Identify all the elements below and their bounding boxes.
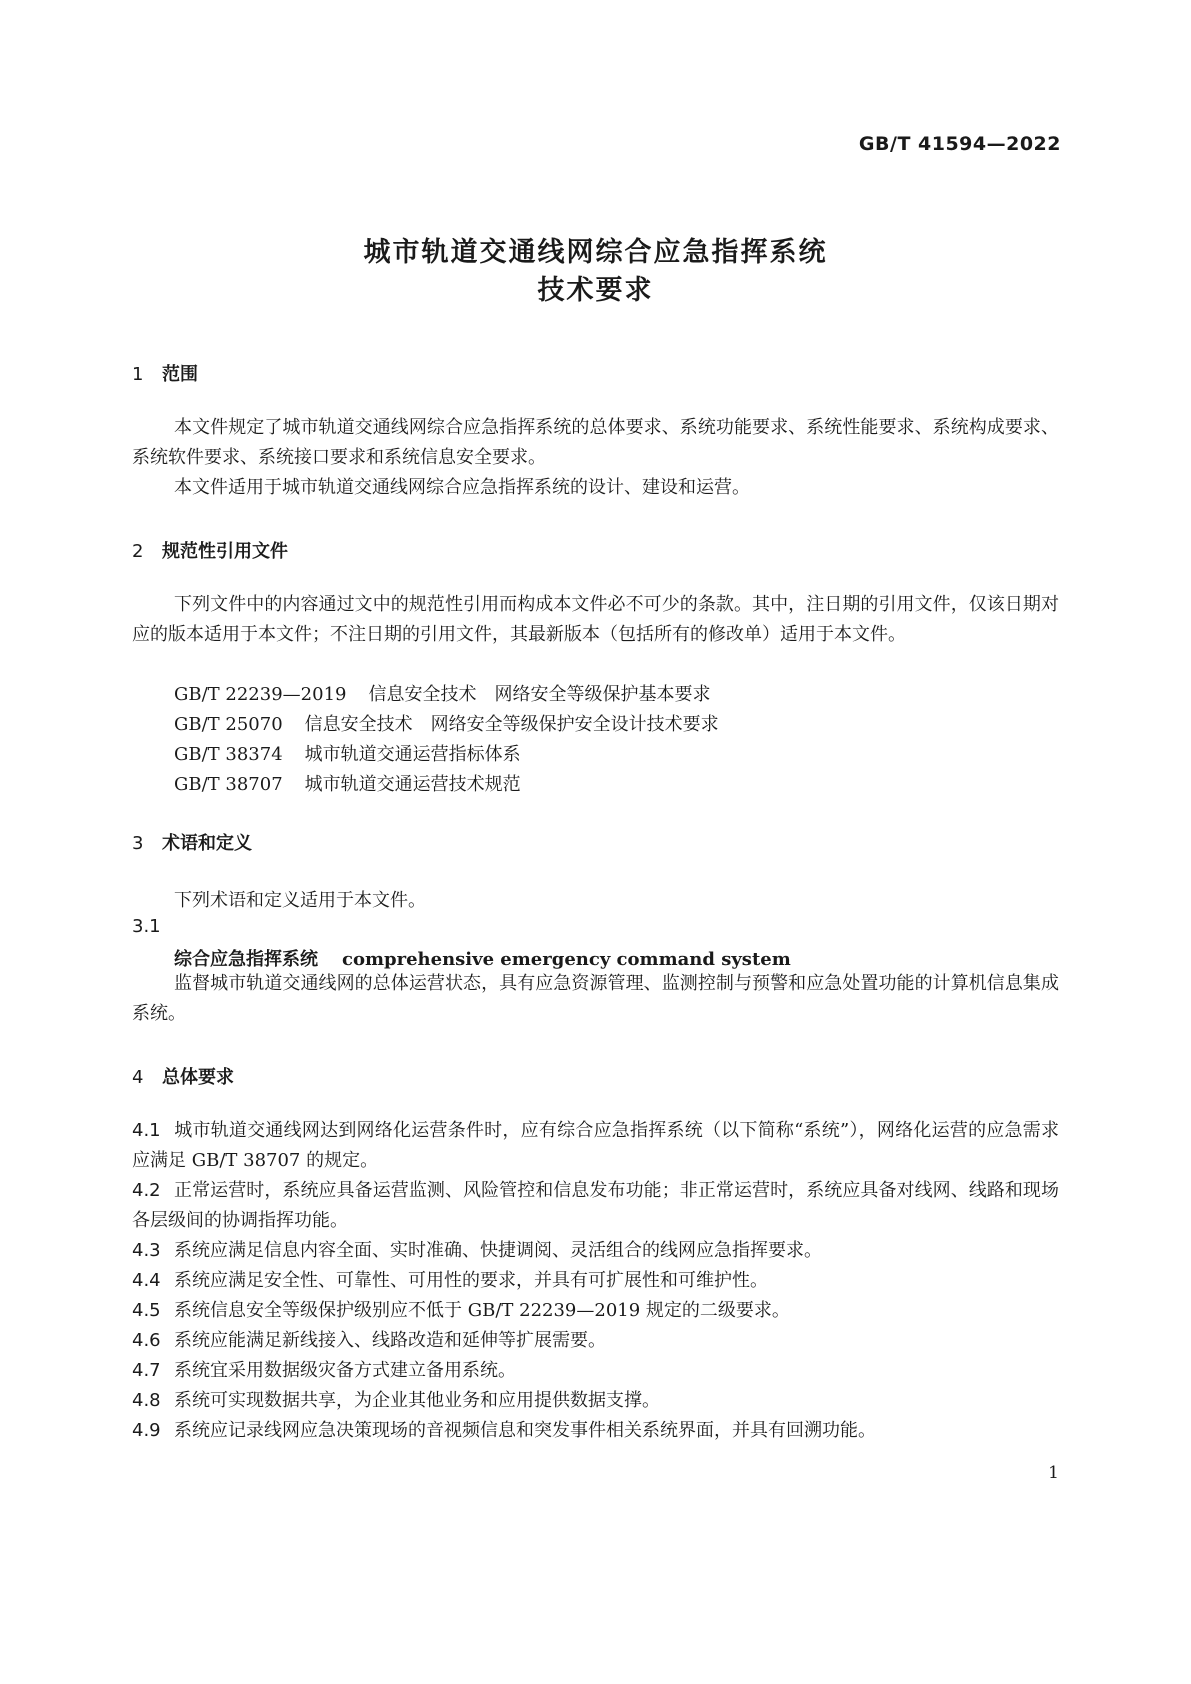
paragraph-text: 本文件规定了城市轨道交通线网综合应急指挥系统的总体要求、系统功能要求、系统性能要求、系统构成要求、系统软件要求、系统接口要求和系统信息安全要求。 xyxy=(132,417,1059,468)
section-title: 术语和定义 xyxy=(162,833,252,854)
requirement-text: 系统应记录线网应急决策现场的音视频信息和突发事件相关系统界面，并具有回溯功能。 xyxy=(174,1420,876,1441)
reference-title: 信息安全技术 xyxy=(304,714,413,735)
reference-subtitle: 网络安全等级保护基本要求 xyxy=(494,684,711,705)
section-number: 3 xyxy=(132,833,144,854)
requirement-item xyxy=(132,1386,1059,1416)
section-1-heading xyxy=(132,360,198,386)
section-1-paragraph-1 xyxy=(132,413,1059,473)
requirement-text: 系统应能满足新线接入、线路改造和延伸等扩展需要。 xyxy=(174,1330,606,1351)
term-chinese: 综合应急指挥系统 xyxy=(174,949,318,970)
section-title: 规范性引用文件 xyxy=(162,541,288,562)
requirement-item xyxy=(132,1356,1059,1386)
requirement-item xyxy=(132,1326,1059,1356)
requirement-item xyxy=(132,1296,1059,1326)
reference-item xyxy=(174,770,521,796)
paragraph-text: 本文件适用于城市轨道交通线网综合应急指挥系统的设计、建设和运营。 xyxy=(174,477,750,498)
requirement-number: 4.1 xyxy=(132,1120,161,1141)
section-3-heading xyxy=(132,829,252,855)
requirement-number: 4.5 xyxy=(132,1300,161,1321)
reference-code: GB/T 38374 xyxy=(174,744,283,765)
page-number: 1 xyxy=(1048,1463,1059,1483)
requirement-text: 系统可实现数据共享，为企业其他业务和应用提供数据支撑。 xyxy=(174,1390,660,1411)
requirement-number: 4.4 xyxy=(132,1270,161,1291)
section-1-paragraph-2 xyxy=(132,473,1059,503)
reference-subtitle: 网络安全等级保护安全设计技术要求 xyxy=(430,714,719,735)
document-number: GB/T 41594—2022 xyxy=(858,133,1061,155)
requirement-item xyxy=(132,1236,1059,1266)
reference-code: GB/T 22239—2019 xyxy=(174,684,347,705)
term-name xyxy=(174,945,791,971)
requirement-item xyxy=(132,1116,1059,1176)
term-number: 3.1 xyxy=(132,916,161,937)
requirement-number: 4.7 xyxy=(132,1360,161,1381)
requirement-number: 4.2 xyxy=(132,1180,161,1201)
section-number: 1 xyxy=(132,364,144,385)
section-4-heading xyxy=(132,1063,234,1089)
section-2-intro xyxy=(132,590,1059,650)
paragraph-text: 监督城市轨道交通线网的总体运营状态，具有应急资源管理、监测控制与预警和应急处置功能的计算机信息集成系统。 xyxy=(132,973,1059,1024)
requirement-item xyxy=(132,1266,1059,1296)
term-english: comprehensive emergency command system xyxy=(342,949,791,970)
reference-title: 城市轨道交通运营指标体系 xyxy=(304,744,521,765)
section-title: 总体要求 xyxy=(162,1067,234,1088)
requirement-item xyxy=(132,1176,1059,1236)
document-title-line2: 技术要求 xyxy=(537,275,654,306)
term-definition xyxy=(132,969,1059,1029)
requirement-text: 城市轨道交通线网达到网络化运营条件时，应有综合应急指挥系统（以下简称“系统”），网络化运营的应急需求应满足 GB/T 38707 的规定。 xyxy=(132,1120,1059,1171)
reference-item xyxy=(174,740,521,766)
section-title: 范围 xyxy=(162,364,198,385)
requirement-text: 系统宜采用数据级灾备方式建立备用系统。 xyxy=(174,1360,516,1381)
reference-title: 城市轨道交通运营技术规范 xyxy=(304,774,521,795)
section-2-heading xyxy=(132,537,288,563)
reference-code: GB/T 25070 xyxy=(174,714,283,735)
requirement-number: 4.8 xyxy=(132,1390,161,1411)
requirement-number: 4.9 xyxy=(132,1420,161,1441)
section-3-intro: 下列术语和定义适用于本文件。 xyxy=(174,890,426,911)
reference-title: 信息安全技术 xyxy=(368,684,477,705)
reference-item xyxy=(174,710,719,736)
section-number: 4 xyxy=(132,1067,144,1088)
requirement-text: 系统信息安全等级保护级别应不低于 GB/T 22239—2019 规定的二级要求。 xyxy=(174,1300,790,1321)
document-title-line1: 城市轨道交通线网综合应急指挥系统 xyxy=(363,237,828,268)
reference-item xyxy=(174,680,710,706)
section-number: 2 xyxy=(132,541,144,562)
paragraph-text: 下列文件中的内容通过文中的规范性引用而构成本文件必不可少的条款。其中，注日期的引用文件，仅该日期对应的版本适用于本文件；不注日期的引用文件，其最新版本（包括所有的修改单）适用于本文件。 xyxy=(132,594,1059,645)
requirement-item xyxy=(132,1416,1059,1446)
requirement-text: 系统应满足信息内容全面、实时准确、快捷调阅、灵活组合的线网应急指挥要求。 xyxy=(174,1240,822,1261)
requirement-number: 4.6 xyxy=(132,1330,161,1351)
requirement-number: 4.3 xyxy=(132,1240,161,1261)
requirement-text: 正常运营时，系统应具备运营监测、风险管控和信息发布功能；非正常运营时，系统应具备对线网、线路和现场各层级间的协调指挥功能。 xyxy=(132,1180,1059,1231)
reference-code: GB/T 38707 xyxy=(174,774,283,795)
requirement-text: 系统应满足安全性、可靠性、可用性的要求，并具有可扩展性和可维护性。 xyxy=(174,1270,768,1291)
